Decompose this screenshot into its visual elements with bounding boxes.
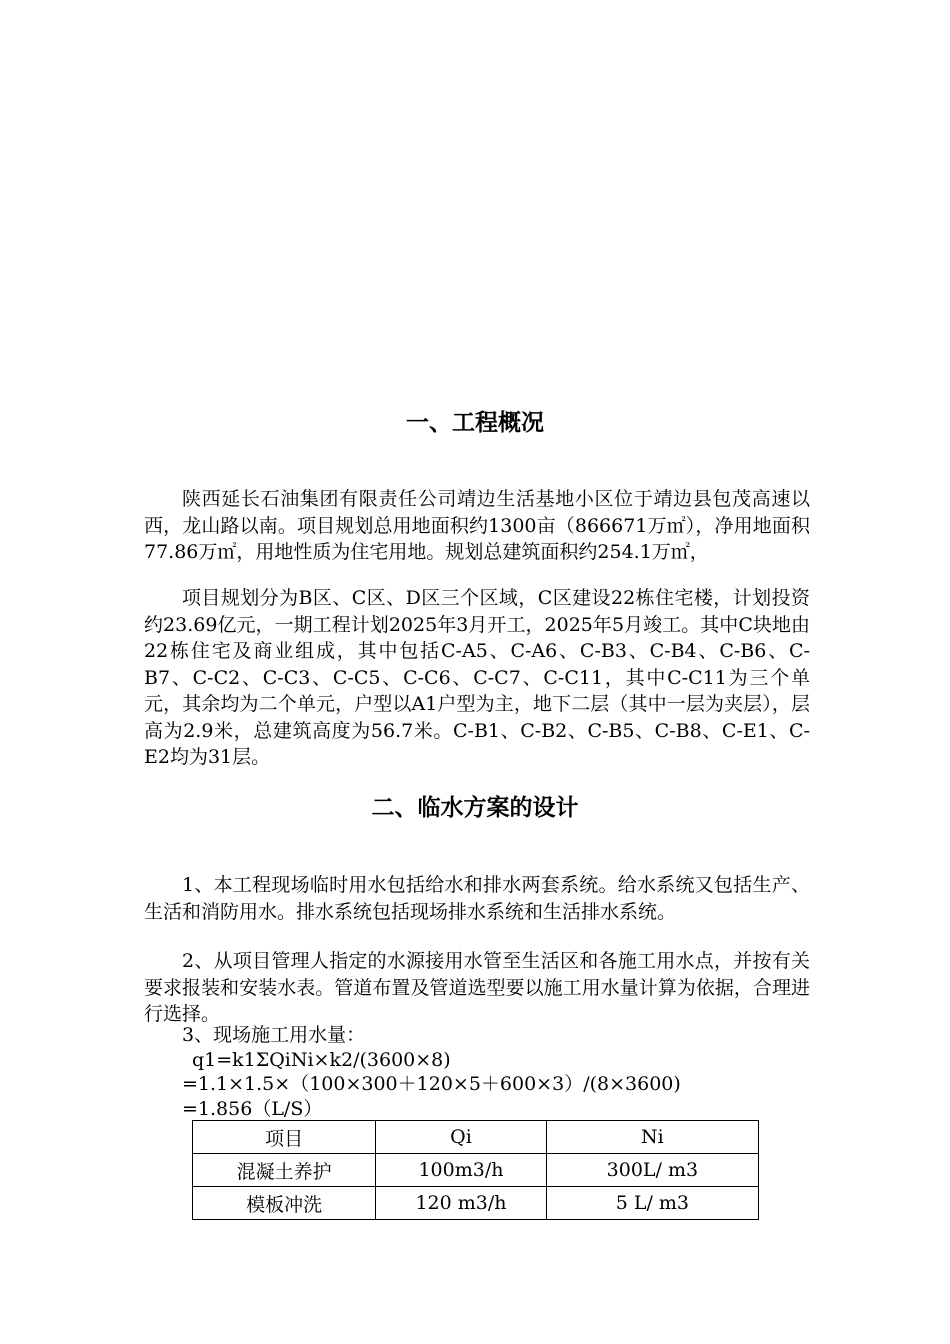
formula-line-2: =1.1×1.5×（100×300＋120×5＋600×3）/(8×3600) [182, 1073, 681, 1095]
water-usage-table [192, 1120, 759, 1220]
overview-paragraph-1: 陕西延长石油集团有限责任公司靖边生活基地小区位于靖边县包茂高速以西，龙山路以南。项目规划总用地面积约1300亩（866671万㎡），净用地面积77.86万㎡，用地性质为住宅用地。规划总建筑面积约254.1万㎡， [144, 488, 810, 563]
water-plan-paragraph-1: 1、本工程现场临时用水包括给水和排水两套系统。给水系统又包括生产、生活和消防用水。排水系统包括现场排水系统和生活排水系统。 [144, 874, 810, 923]
table-cell: 300L/ m3 [546, 1154, 758, 1187]
table-cell: 模板冲洗 [193, 1187, 376, 1220]
table-header-cell: Ni [546, 1121, 758, 1154]
overview-paragraph-2: 项目规划分为B区、C区、D区三个区域，C区建设22栋住宅楼，计划投资约23.69亿元，一期工程计划2025年3月开工，2025年5月竣工。其中C块地由22栋住宅及商业组成，其中包括C-A5、C-A6、C-B3、C-B4、C-B6、C-B7、C-C2、C-C3、C-C5、C-C6、C-C7、C-C11，其中C-C11为三个单元，其余均为二个单元，户型以A1户型为主，地下二层（其中一层为夹层），层高为2.9米，总建筑高度为56.7米。C-B1、C-B2、C-B5、C-B8、C-E1、C-E2均为31层。 [144, 587, 810, 768]
water-plan-paragraph-2: 2、从项目管理人指定的水源接用水管至生活区和各施工用水点，并按有关要求报装和安装水表。管道布置及管道选型要以施工用水量计算为依据，合理进行选择。 [144, 950, 810, 1025]
table-header-cell: 项目 [193, 1121, 376, 1154]
table-cell: 5 L/ m3 [546, 1187, 758, 1220]
table-header-cell: Qi [376, 1121, 547, 1154]
formula-line-3: =1.856（L/S） [182, 1098, 323, 1120]
water-usage-label: 3、现场施工用水量： [182, 1024, 366, 1046]
table-cell: 120 m3/h [376, 1187, 547, 1220]
section-heading-water-plan: 二、临水方案的设计 [371, 795, 579, 821]
table-row [193, 1154, 759, 1187]
formula-line-1: q1=k1ΣQiNi×k2/(3600×8) [192, 1049, 451, 1071]
table-cell: 100m3/h [376, 1154, 547, 1187]
table-row [193, 1187, 759, 1220]
table-header-row [193, 1121, 759, 1154]
section-heading-overview: 一、工程概况 [406, 410, 544, 436]
table-cell: 混凝土养护 [193, 1154, 376, 1187]
